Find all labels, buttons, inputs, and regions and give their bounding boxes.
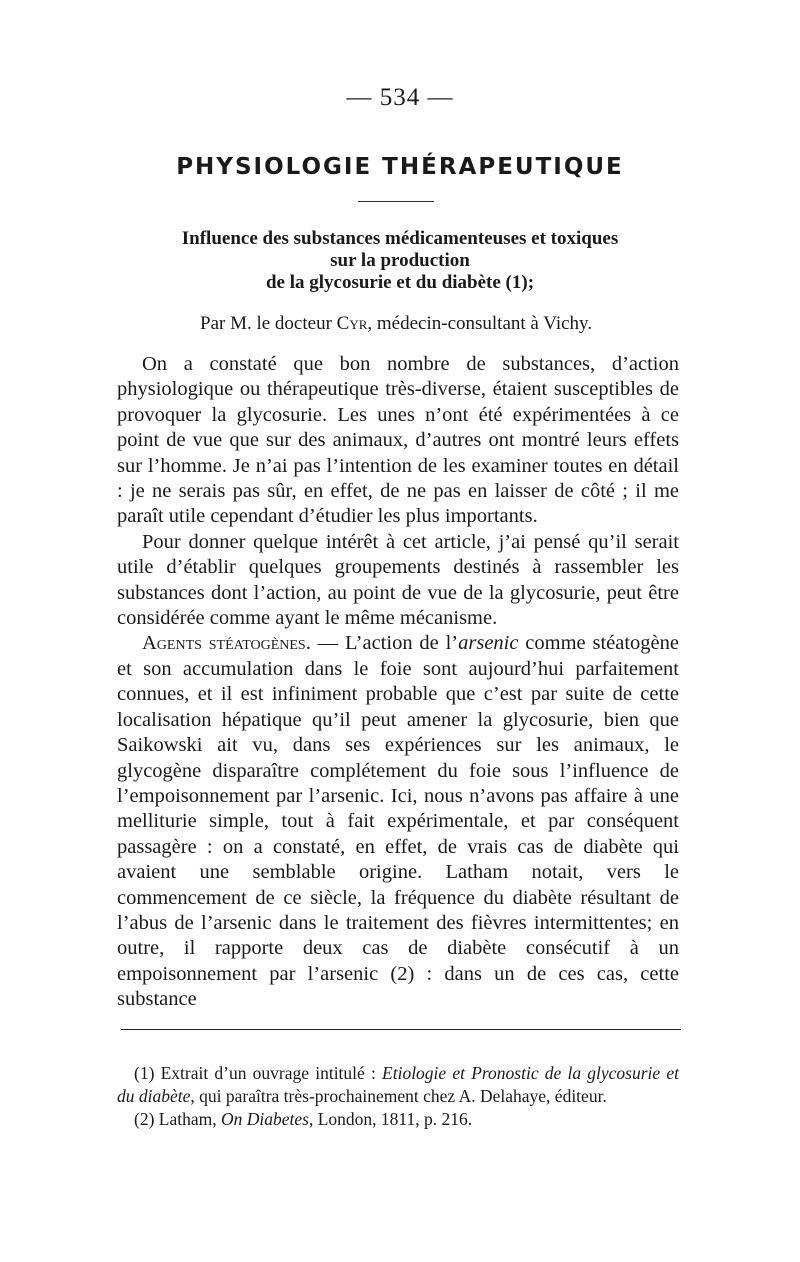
paragraph-3-lead: — L’action de l’	[310, 632, 459, 655]
title-rule	[358, 201, 434, 202]
section-title: PHYSIOLOGIE THÉRAPEUTIQUE	[176, 154, 624, 180]
footnote-2-book-title: On Diabetes	[220, 1109, 309, 1129]
paragraph-3-text: comme stéatogène et son accumulation dans le foie sont aujourd’hui parfaitement connues, et il est infiniment probable que c’est par suite de cette localisation hépatique qu’il peut amener la glycosurie, bien que Saikowski ait vu, dans ses expériences sur les animaux, le glycogène disparaître complétement du foie sous l’influence de l’empoisonnement par l’arsenic. Ici, nous n’avons pas affaire à une melliturie simple, tout à fait expérimentale, et par conséquent passagère : on a constaté, en effet, de vrais cas de diabète qui avaient une semblable origine. Latham notait, vers le commencement de ce siècle, la fréquence du diabète résultant de l’abus de l’arsenic dans le traitement des fièvres intermittentes; en outre, il rapporte deux cas de diabète consécutif à un empoisonnement par l’arsenic (2) : dans un de ces cas, cette substance	[117, 632, 679, 1011]
paragraph-3	[117, 631, 679, 1012]
footnote-2-lead: (2) Latham,	[134, 1109, 221, 1129]
author-name: Cyr	[336, 313, 368, 334]
article-title-line-3: de la glycosurie et du diabète (1);	[265, 272, 535, 293]
article-title-line-2: sur la production	[330, 250, 470, 271]
footnote-1-lead: (1) Extrait d’un ouvrage intitulé :	[134, 1063, 383, 1083]
article-title-line-1: Influence des substances médicamenteuses et toxiques	[181, 228, 619, 249]
article-body	[117, 352, 679, 1013]
article-title	[110, 228, 690, 294]
footnote-rule	[121, 1029, 681, 1030]
byline-prefix: Par M. le docteur	[200, 313, 337, 334]
footnote-2	[117, 1108, 679, 1131]
footnote-1-text: , qui paraîtra très-prochainement chez A. Delahaye, éditeur.	[190, 1086, 607, 1106]
paragraph-2: Pour donner quelque intérêt à cet article, j’ai pensé qu’il serait utile d’établir quelques groupements destinés à rassembler les substances dont l’action, au point de vue de la glycosurie, peut être considérée comme ayant le même mécanisme.	[117, 530, 679, 630]
paragraph-1: On a constaté que bon nombre de substances, d’action physiologique ou thérapeutique très-diverse, étaient susceptibles de provoquer la glycosurie. Les unes n’ont été expérimentées à ce point de vue que sur des animaux, d’autres ont montré leurs effets sur l’homme. Je n’ai pas l’intention de les examiner toutes en détail : je ne serais pas sûr, en effet, de ne pas en laisser de côté ; il me paraît utile cependant d’étudier les plus importants.	[117, 353, 679, 528]
paragraph-3-emphasis: arsenic	[458, 632, 519, 655]
footnote-1-book-title: Etiologie et Pronostic de la glycosurie et du diabète	[117, 1063, 679, 1106]
byline-suffix: , médecin-consultant à Vichy.	[367, 313, 593, 334]
footnotes	[117, 1062, 679, 1131]
subsection-heading: Agents stéatogènes.	[142, 632, 311, 655]
footnote-2-text: , London, 1811, p. 216.	[308, 1109, 473, 1129]
byline	[200, 313, 592, 335]
footnote-1	[117, 1062, 679, 1108]
page-number: — 534 —	[346, 84, 454, 111]
